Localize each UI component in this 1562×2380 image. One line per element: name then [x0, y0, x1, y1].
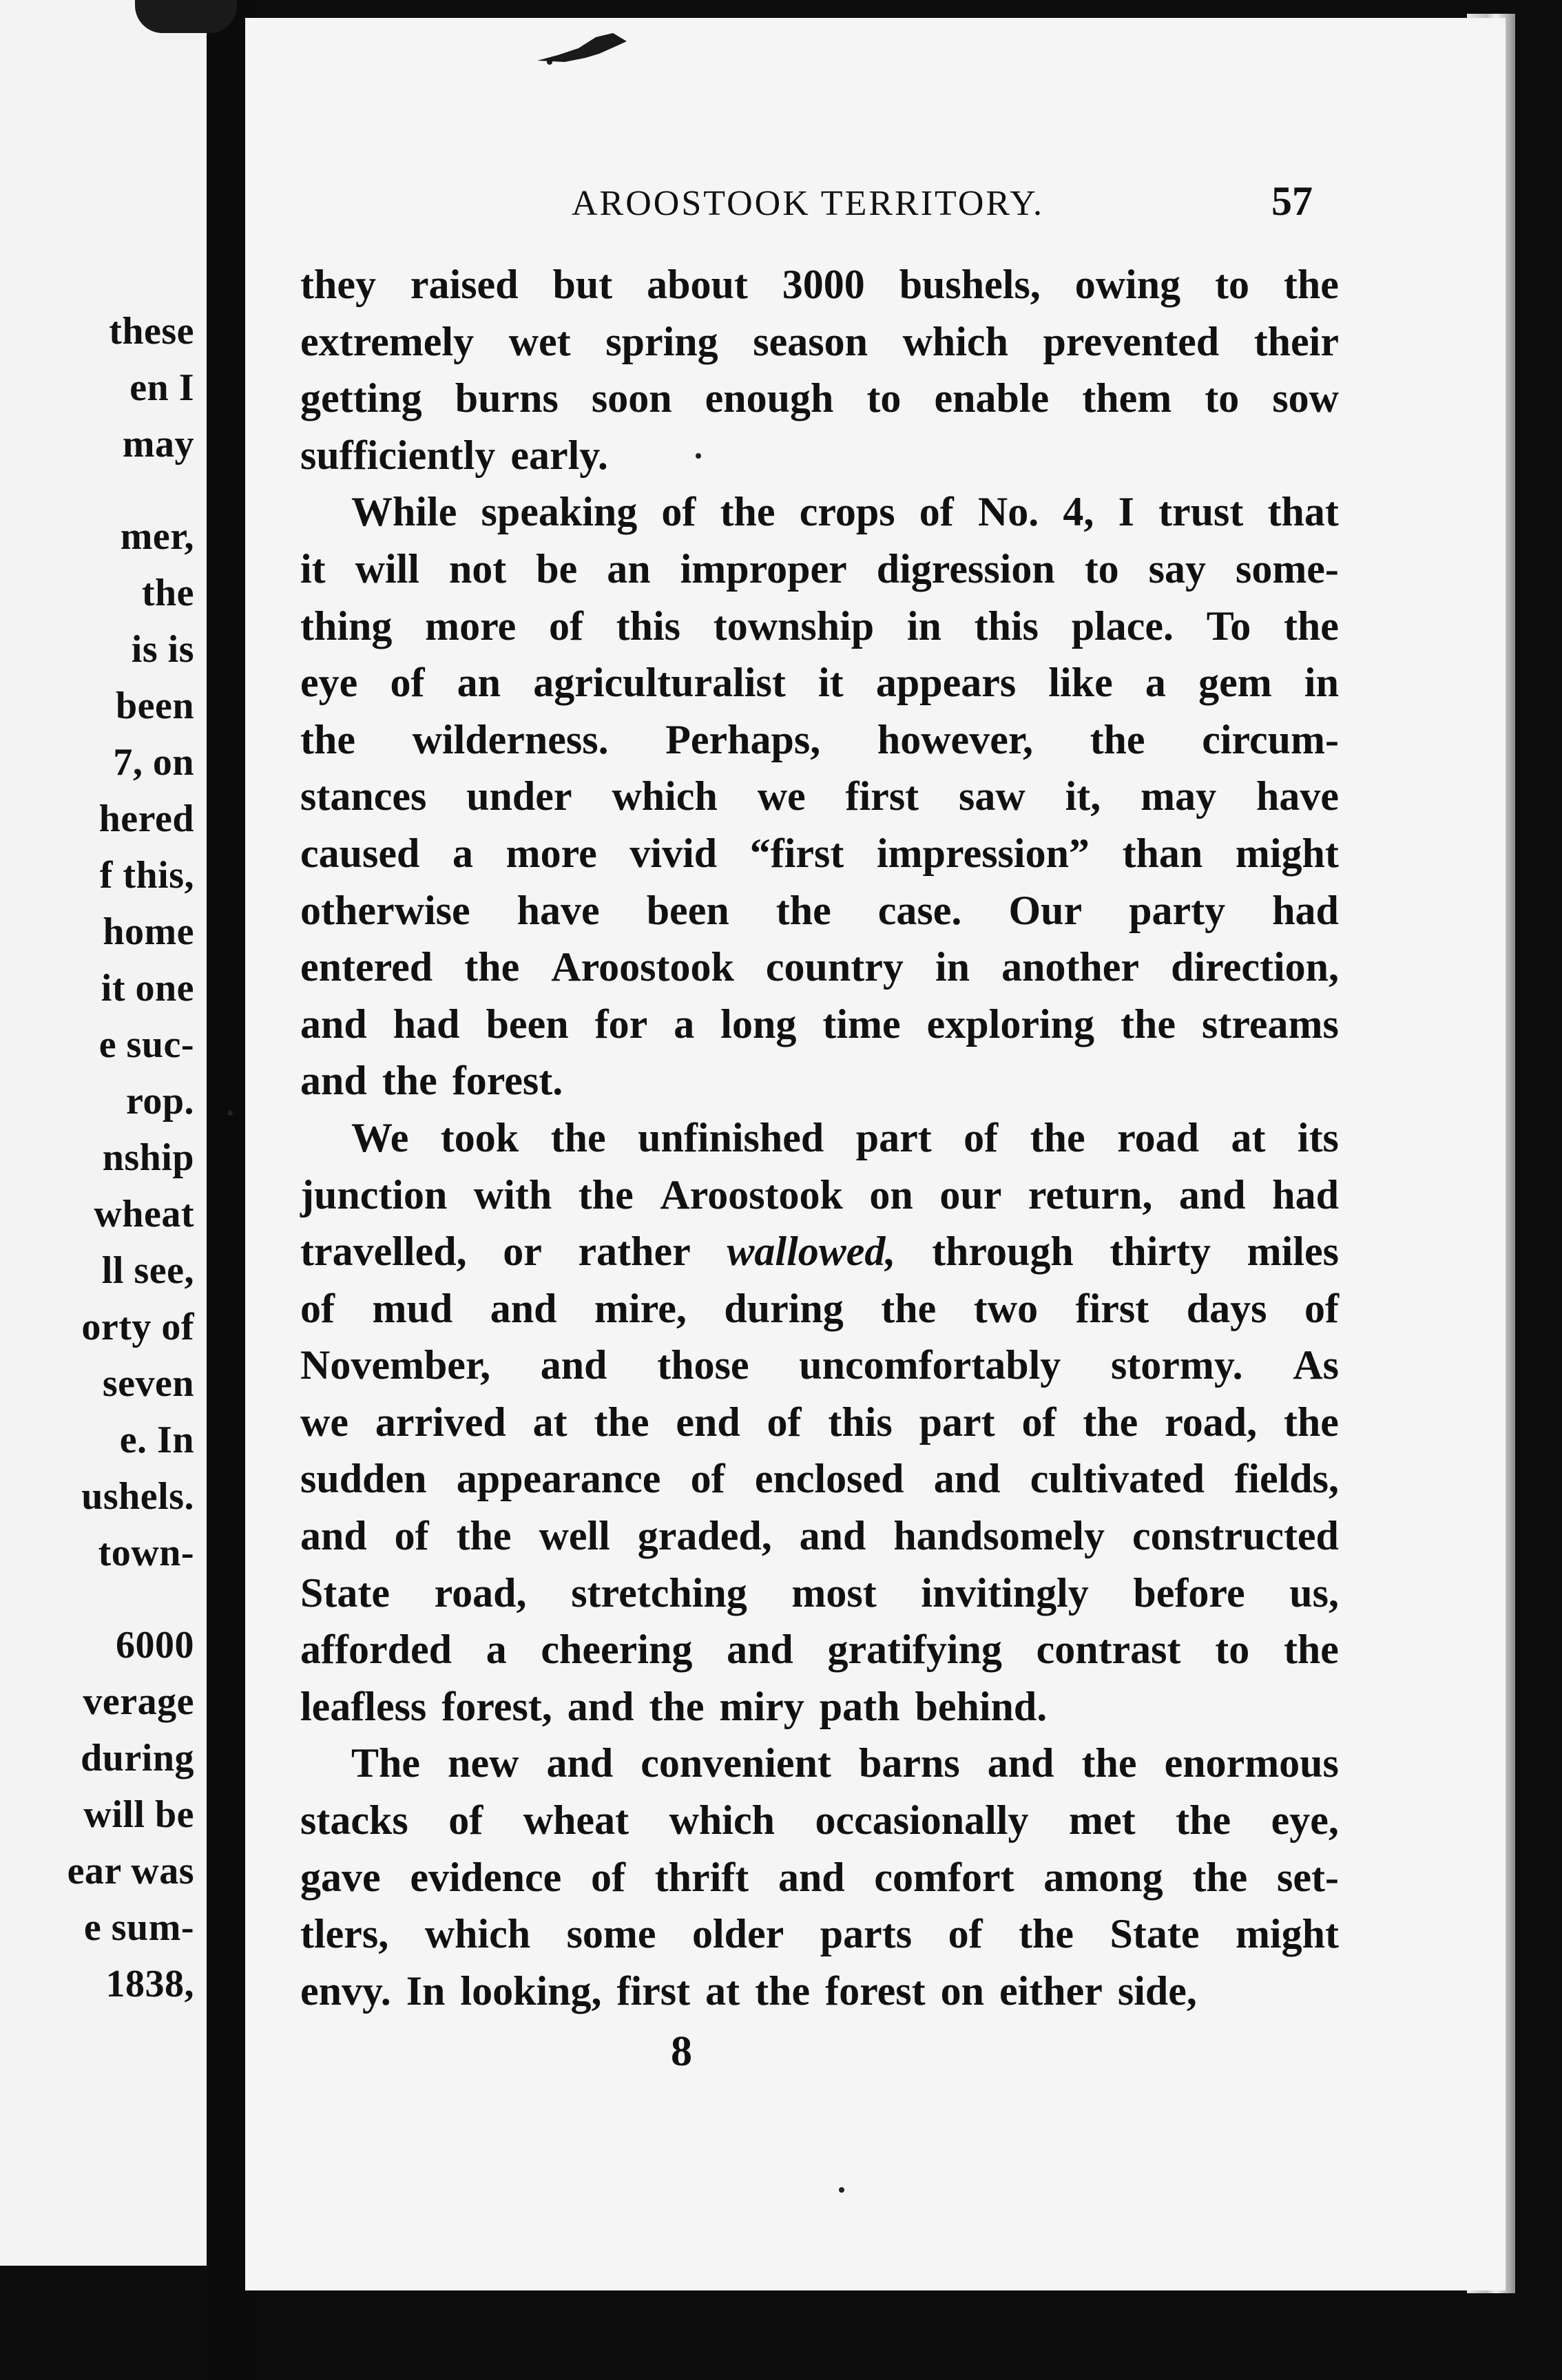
page-number: 57 — [1271, 178, 1313, 224]
text-line: and the forest. — [300, 1058, 563, 1104]
previous-page-line: it one — [101, 967, 194, 1010]
text-line: we arrived at the end of this part of the road, the — [300, 1399, 1339, 1445]
previous-page-line: during — [81, 1737, 194, 1779]
text-line: While speaking of the crops of No. 4, I trust that — [351, 489, 1339, 535]
text-line: We took the unfinished part of the road at its — [351, 1114, 1339, 1160]
paragraph — [300, 483, 1339, 1109]
previous-page-line: is is — [131, 628, 194, 671]
text-line: State road, stretching most invitingly before us, — [300, 1569, 1339, 1616]
text-line: the wilderness. Perhaps, however, the circum- — [300, 716, 1339, 762]
text-line: The new and convenient barns and the enormous — [351, 1740, 1339, 1786]
gutter-shadow — [135, 0, 237, 33]
speck-mark — [227, 1110, 233, 1116]
text-line: it will not be an improper digression to say some- — [300, 545, 1339, 592]
previous-page-line: rop. — [126, 1080, 194, 1123]
previous-page-line: will be — [83, 1793, 194, 1836]
text-line: and had been for a long time exploring the streams — [300, 1001, 1339, 1047]
previous-page-line: wheat — [94, 1193, 194, 1235]
previous-page-line: 6000 — [116, 1624, 194, 1667]
previous-page-line: hered — [98, 797, 194, 840]
text-line: otherwise have been the case. Our party had — [300, 887, 1339, 933]
previous-page-line: e suc- — [98, 1023, 194, 1066]
previous-page-line: mer, — [120, 515, 194, 558]
previous-page-line: town- — [98, 1532, 194, 1574]
previous-page-line: home — [103, 910, 194, 953]
text-line: of mud and mire, during the two first days of — [300, 1285, 1339, 1331]
text-line: travelled, or rather wallowed, through thirty miles — [300, 1229, 1339, 1275]
previous-page-line: been — [116, 685, 194, 727]
text-line: leafless forest, and the miry path behind. — [300, 1683, 1048, 1729]
paragraph — [300, 256, 1339, 483]
text-line: sufficiently early. — [300, 432, 608, 478]
text-line: stacks of wheat which occasionally met the eye, — [300, 1797, 1339, 1844]
previous-page-line: orty of — [81, 1306, 194, 1348]
text-line: gave evidence of thrift and comfort among the set- — [300, 1854, 1339, 1900]
previous-page-line: en I — [129, 366, 194, 409]
text-line: they raised but about 3000 bushels, owing to the — [300, 262, 1339, 307]
page-header — [303, 178, 1322, 233]
text-line: afforded a cheering and gratifying contrast to the — [300, 1627, 1339, 1673]
previous-page-line: 1838, — [105, 1963, 194, 2005]
text-line: thing more of this township in this place. To the — [300, 603, 1339, 649]
text-line: extremely wet spring season which prevented their — [300, 318, 1339, 364]
previous-page-line: ll see, — [101, 1249, 194, 1292]
previous-page-line: ushels. — [81, 1475, 194, 1518]
text-line: junction with the Aroostook on our return, and had — [300, 1171, 1339, 1218]
text-line: envy. In looking, first at the forest on either side, — [300, 1967, 1197, 2014]
previous-page-line: e sum- — [83, 1906, 194, 1949]
text-line: entered the Aroostook country in another direction, — [300, 944, 1339, 990]
previous-page-line: seven — [102, 1362, 194, 1405]
previous-page-text — [67, 303, 194, 2012]
previous-page-line: 7, on — [113, 741, 194, 784]
previous-page-line: verage — [83, 1680, 194, 1723]
previous-page-line: these — [109, 310, 194, 353]
paragraph — [300, 1735, 1339, 2019]
body-text — [300, 256, 1339, 2019]
text-line: getting burns soon enough to enable them to sow — [300, 375, 1339, 421]
previous-page-line: nship — [102, 1136, 194, 1179]
text-line: eye of an agriculturalist it appears like a gem in — [300, 660, 1339, 706]
text-line: caused a more vivid “first impression” than might — [300, 830, 1339, 876]
text-line: November, and those uncomfortably stormy. As — [300, 1342, 1339, 1388]
paragraph — [300, 1109, 1339, 1735]
previous-page-line: f this, — [99, 854, 194, 897]
ink-blot-mark — [530, 28, 634, 69]
previous-page-line: may — [122, 423, 194, 466]
previous-page-strip — [0, 0, 207, 2266]
running-head: AROOSTOOK TERRITORY. — [572, 184, 1045, 223]
previous-page-line: e. In — [119, 1419, 194, 1461]
text-line: and of the well graded, and handsomely constructed — [300, 1513, 1339, 1559]
previous-page-line: the — [141, 572, 194, 614]
previous-page-line: ear was — [67, 1850, 194, 1892]
text-line: tlers, which some older parts of the State might — [300, 1911, 1339, 1957]
text-line: stances under which we first saw it, may have — [300, 773, 1339, 820]
signature-mark: 8 — [671, 2028, 692, 2075]
text-line: sudden appearance of enclosed and cultivated fields, — [300, 1456, 1339, 1502]
speck-mark — [696, 453, 701, 459]
speck-mark — [839, 2187, 844, 2193]
